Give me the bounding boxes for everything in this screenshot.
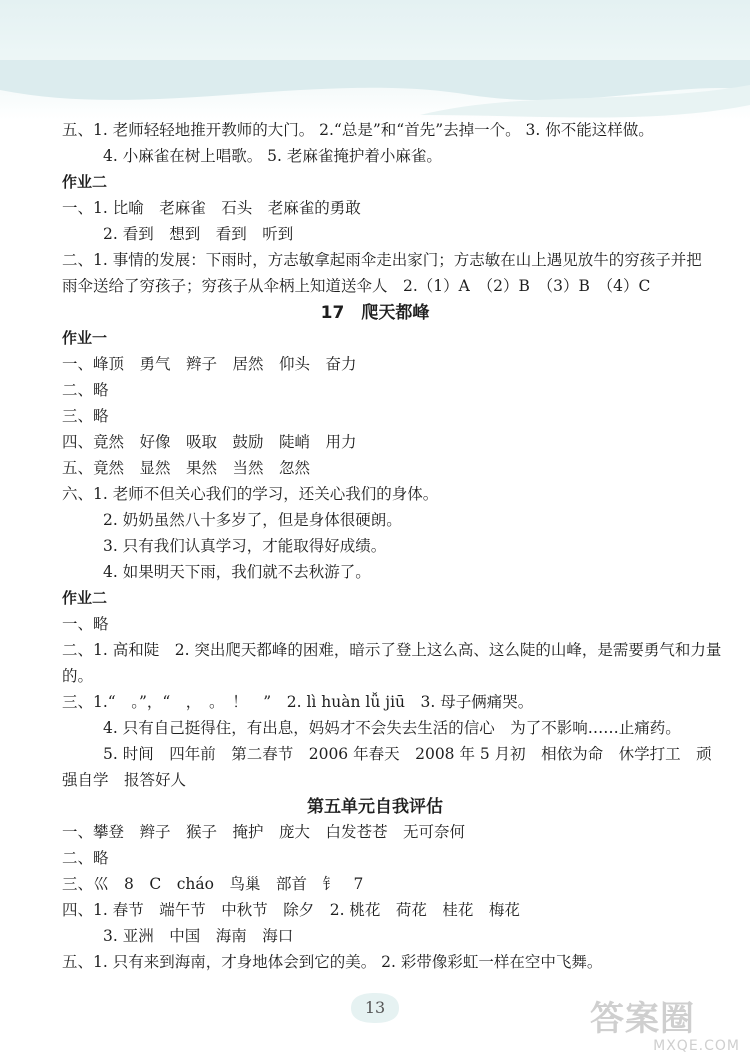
answer-line: 四、竟然 好像 吸取 鼓励 陡峭 用力 [62, 433, 357, 451]
lesson-title: 17 爬天都峰 [320, 303, 430, 323]
answer-line: 5. 时间 四年前 第二春节 2006 年春天 2008 年 5 月初 相依为命 休学打工 顽 [103, 745, 712, 763]
answer-line: 三、巛 8 C cháo 鸟巢 部首 钅 7 [62, 875, 364, 893]
answer-line: 4. 只有自己挺得住，有出息，妈妈才不会失去生活的信心 为了不影响……止痛药。 [103, 719, 681, 737]
answer-line: 2. 看到 想到 看到 听到 [103, 225, 294, 243]
answer-line: 三、1.“ 。”，“ ， 。 ！ ” 2. lì huàn lǚ jiū 3. 母子俩痛哭。 [62, 693, 534, 711]
watermark-logo: 答案圈 [590, 999, 695, 1039]
answer-line: 二、1. 事情的发展：下雨时，方志敏拿起雨伞走出家门；方志敏在山上遇见放牛的穷孩子并把 [62, 251, 702, 269]
section-heading: 作业二 [62, 589, 108, 607]
answer-line: 五、竟然 显然 果然 当然 忽然 [62, 459, 311, 477]
answer-line: 六、1. 老师不但关心我们的学习，还关心我们的身体。 [62, 485, 439, 503]
answer-line: 一、1. 比喻 老麻雀 石头 老麻雀的勇敢 [62, 199, 361, 217]
answer-line: 一、峰顶 勇气 辫子 居然 仰头 奋力 [62, 355, 357, 373]
answer-line: 三、略 [62, 407, 109, 425]
answer-line: 四、1. 春节 端午节 中秋节 除夕 2. 桃花 荷花 桂花 梅花 [62, 901, 520, 919]
answer-line: 3. 只有我们认真学习，才能取得好成绩。 [103, 537, 387, 555]
section-heading: 作业一 [62, 329, 108, 347]
answer-line: 五、1. 只有来到海南，才身地体会到它的美。 2. 彩带像彩虹一样在空中飞舞。 [62, 953, 603, 971]
section-heading: 作业二 [62, 173, 108, 191]
unit-title: 第五单元自我评估 [307, 797, 443, 817]
answer-line: 五、1. 老师轻轻地推开教师的大门。 2.“总是”和“首先”去掉一个。 3. 你不能这样做。 [62, 121, 654, 139]
answer-line: 4. 小麻雀在树上唱歌。 5. 老麻雀掩护着小麻雀。 [103, 147, 442, 165]
answer-line: 二、略 [62, 381, 109, 399]
answer-line: 2. 奶奶虽然八十多岁了，但是身体很硬朗。 [103, 511, 402, 529]
watermark [590, 1000, 740, 1058]
answer-line: 二、略 [62, 849, 109, 867]
answer-line: 3. 亚洲 中国 海南 海口 [103, 927, 294, 945]
watermark-url: MXQE.COM [653, 1038, 740, 1054]
page-number [347, 990, 403, 1026]
page-number-text: 13 [364, 998, 386, 1017]
answer-line: 的。 [62, 667, 94, 685]
answer-line: 雨伞送给了穷孩子；穷孩子从伞柄上知道送伞人 2.（1）A （2）B （3）B （4）C [62, 277, 651, 295]
answer-line: 一、攀登 辫子 猴子 掩护 庞大 白发苍苍 无可奈何 [62, 823, 466, 841]
answer-line: 一、略 [62, 615, 109, 633]
answer-line: 4. 如果明天下雨，我们就不去秋游了。 [103, 563, 371, 581]
answer-line: 二、1. 高和陡 2. 突出爬天都峰的困难，暗示了登上这么高、这么陡的山峰，是需要勇气和力量 [62, 641, 722, 659]
answer-line: 强自学 报答好人 [62, 771, 187, 789]
